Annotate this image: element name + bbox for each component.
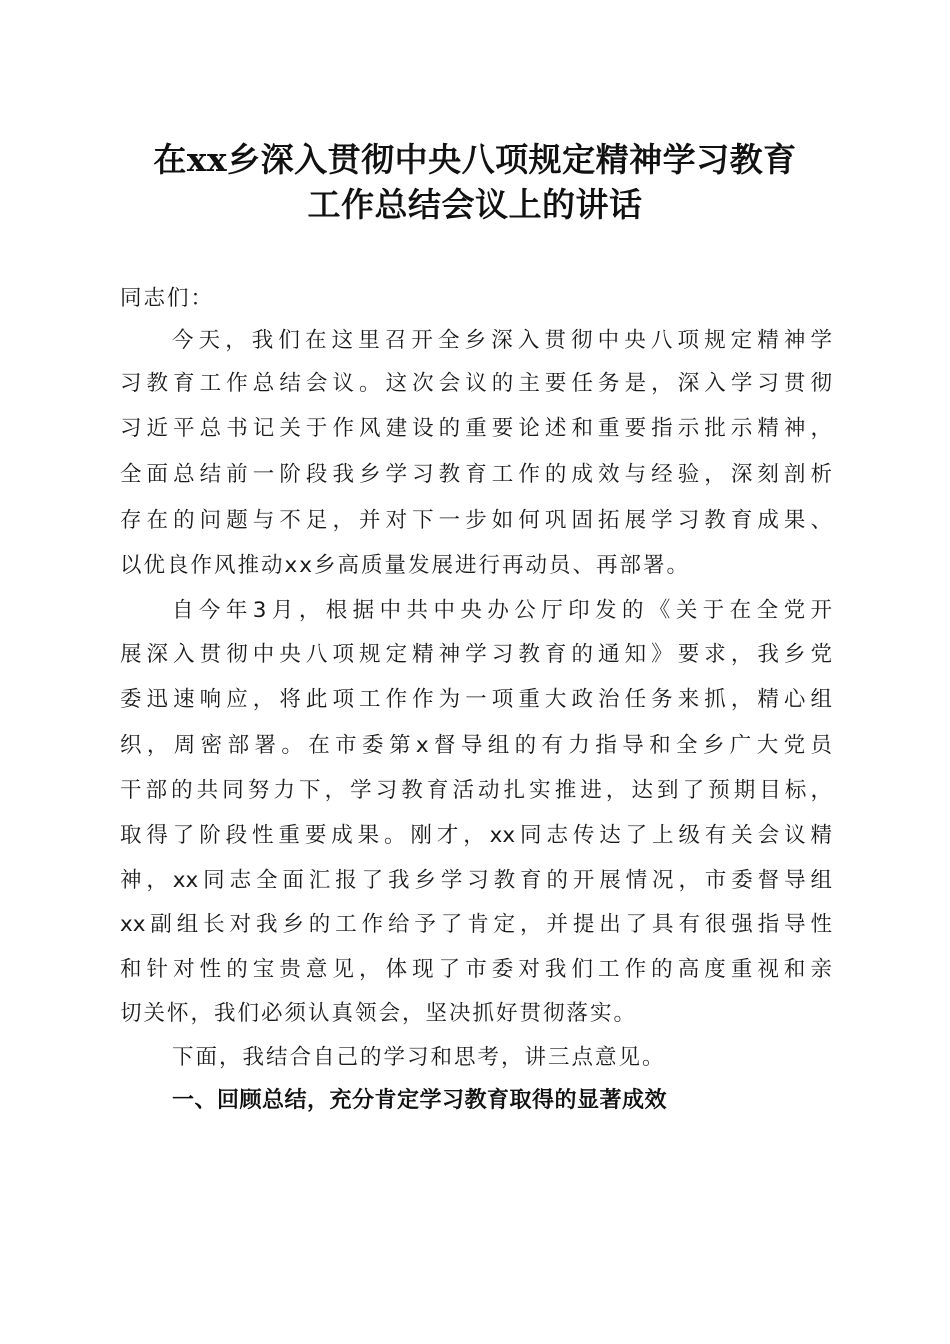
document-title-line-1: 在xx乡深入贯彻中央八项规定精神学习教育 bbox=[153, 140, 797, 179]
salutation: 同志们： bbox=[120, 286, 215, 311]
document-title-line-2: 工作总结会议上的讲话 bbox=[307, 185, 643, 224]
paragraph-2-line-2: 展深入贯彻中央八项规定精神学习教育的通知》要求，我乡党 bbox=[120, 642, 832, 667]
paragraph-1-line-6: 以优良作风推动xx乡高质量发展进行再动员、再部署。 bbox=[120, 553, 690, 578]
paragraph-1-line-5: 存在的问题与不足，并对下一步如何巩固拓展学习教育成果、 bbox=[120, 508, 832, 533]
section-heading-1: 一、回顾总结，充分肯定学习教育取得的显著成效 bbox=[172, 1088, 668, 1113]
paragraph-1-line-3: 习近平总书记关于作风建设的重要论述和重要指示批示精神， bbox=[120, 416, 832, 441]
paragraph-2-line-8: xx副组长对我乡的工作给予了肯定，并提出了具有很强指导性 bbox=[120, 912, 832, 937]
paragraph-1-line-1: 今天，我们在这里召开全乡深入贯彻中央八项规定精神学 bbox=[172, 328, 832, 353]
paragraph-1-line-2: 习教育工作总结会议。这次会议的主要任务是，深入学习贯彻 bbox=[120, 371, 832, 396]
paragraph-3-line-1: 下面，我结合自己的学习和思考，讲三点意见。 bbox=[172, 1045, 666, 1070]
paragraph-2-line-9: 和针对性的宝贵意见，体现了市委对我们工作的高度重视和亲 bbox=[120, 957, 832, 982]
paragraph-2-line-4: 织，周密部署。在市委第x督导组的有力指导和全乡广大党员 bbox=[120, 733, 832, 758]
paragraph-1-line-4: 全面总结前一阶段我乡学习教育工作的成效与经验，深刻剖析 bbox=[120, 462, 832, 487]
paragraph-2-line-5: 干部的共同努力下，学习教育活动扎实推进，达到了预期目标， bbox=[120, 778, 832, 803]
paragraph-2-line-10: 切关怀，我们必须认真领会，坚决抓好贯彻落实。 bbox=[120, 1001, 638, 1026]
paragraph-2-line-6: 取得了阶段性重要成果。刚才，xx同志传达了上级有关会议精 bbox=[120, 823, 832, 848]
paragraph-2-line-7: 神，xx同志全面汇报了我乡学习教育的开展情况，市委督导组 bbox=[120, 868, 832, 893]
paragraph-2-line-1: 自今年3月，根据中共中央办公厅印发的《关于在全党开 bbox=[172, 598, 832, 623]
paragraph-2-line-3: 委迅速响应，将此项工作作为一项重大政治任务来抓，精心组 bbox=[120, 687, 832, 712]
